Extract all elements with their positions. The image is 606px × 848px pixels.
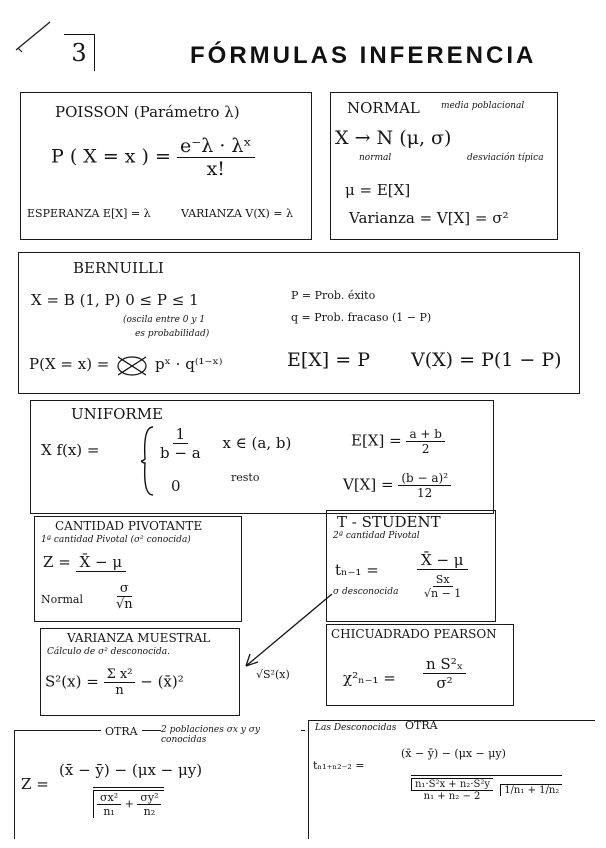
uniforme-varianza-num: (b − a)² <box>398 471 451 486</box>
tstudent-lhs: tₙ₋₁ = <box>335 561 379 579</box>
chicuadrado-num: n S²ₓ <box>423 655 466 674</box>
otra1-den: $\frac{\text{σx²}}{\text{n₁}}$ + $\frac{\text{σy²}}{\text{n₂}}$ <box>93 787 164 818</box>
pivotante-sigma-den: √n <box>116 597 133 612</box>
otra2-lhs: tₙ₁₊ₙ₂₋₂ = <box>313 759 365 772</box>
poisson-formula <box>51 135 255 180</box>
otra1-title: OTRA <box>101 725 142 738</box>
otra2-section <box>308 720 595 839</box>
chicuadrado-section <box>326 624 514 706</box>
varianza-muestral-sum-den: n <box>115 683 124 698</box>
uniforme-case2-val: 0 <box>171 477 181 495</box>
normal-note-media: media poblacional <box>441 101 525 111</box>
varianza-muestral-sum-num: Σ x² <box>104 667 136 683</box>
normal-varianza: Varianza = V[X] = σ² <box>349 209 509 227</box>
bernoulli-note-p-1: (oscila entre 0 y 1 <box>123 315 206 325</box>
varianza-muestral-rest: − (x̄)² <box>140 672 184 691</box>
uniforme-case1-den: b − a <box>160 444 201 462</box>
otra2-num: (x̄ − ȳ) − (μx − μy) <box>401 747 506 760</box>
chicuadrado-title: CHICUADRADO PEARSON <box>331 627 497 641</box>
poisson-formula-num: e⁻λ · λˣ <box>177 135 255 158</box>
otra1-note: 2 poblaciones σx y σy conocidas <box>161 725 301 745</box>
pivotante-normal-label: Normal <box>41 593 84 606</box>
tstudent-section <box>326 510 496 622</box>
otra1-den-b-den: n₂ <box>143 805 156 818</box>
bernoulli-q-def: q = Prob. fracaso (1 − P) <box>291 311 432 324</box>
brace-icon <box>141 425 155 501</box>
otra2-den-root: n₁·S²x + n₂·S²y <box>411 778 493 791</box>
tstudent-num: X̄ − μ <box>417 551 468 570</box>
uniforme-case1 <box>157 425 291 462</box>
uniforme-varianza-lhs: V[X] = <box>343 475 394 494</box>
normal-mu: μ = E[X] <box>345 181 411 199</box>
bernoulli-p-def: P = Prob. éxito <box>291 289 376 302</box>
otra2-den <box>411 775 562 802</box>
normal-note-desv: desviación típica <box>467 153 544 163</box>
pivotante-subtitle: 1ª cantidad Pivotal (σ² conocida) <box>41 535 191 545</box>
page-number <box>64 34 95 71</box>
otra2-title: OTRA <box>405 719 438 732</box>
uniforme-esperanza-num: a + b <box>406 427 445 442</box>
varianza-muestral-formula <box>45 667 184 698</box>
bernoulli-title: BERNUILLI <box>73 259 164 277</box>
bernoulli-pmf-lhs: P(X = x) = <box>29 355 110 373</box>
pivotante-sigma <box>113 581 136 612</box>
tstudent-sx-den: √n − 1 <box>424 587 462 600</box>
page-number-value: 3 <box>71 39 87 67</box>
tstudent-title: T - STUDENT <box>337 513 441 531</box>
uniforme-case1-cond: x ∈ (a, b) <box>222 433 292 452</box>
otra2-tail-a: 1/n₁ <box>504 784 525 796</box>
page-title: FÓRMULAS INFERENCIA <box>190 42 537 69</box>
pencil-mark-icon <box>14 18 54 58</box>
bernoulli-pmf-rhs: pˣ · q⁽¹⁻ˣ⁾ <box>154 355 223 373</box>
pivotante-title: CANTIDAD PIVOTANTE <box>55 519 203 533</box>
normal-section <box>330 92 558 240</box>
normal-formula: X → N (μ, σ) <box>335 127 452 149</box>
pivotante-section <box>34 516 242 622</box>
varianza-muestral-lhs: S²(x) = <box>45 672 99 691</box>
varianza-muestral-section <box>40 628 240 716</box>
otra1-den-b-num: σy² <box>137 791 161 805</box>
poisson-formula-lhs: P ( X = x ) = <box>51 145 171 168</box>
otra2-den-base: n₁ + n₂ − 2 <box>423 791 481 802</box>
pivotante-z <box>43 553 126 571</box>
varianza-muestral-title: VARIANZA MUESTRAL <box>67 631 211 645</box>
pivotante-sigma-num: σ <box>117 581 132 597</box>
bernoulli-formula: X = B (1, P) 0 ≤ P ≤ 1 <box>31 291 199 309</box>
uniforme-section <box>30 400 494 514</box>
otra1-num: (x̄ − ȳ) − (μx − μy) <box>59 761 203 779</box>
uniforme-lhs: X f(x) = <box>41 441 100 459</box>
poisson-varianza: VARIANZA V(X) = λ <box>181 207 293 220</box>
tstudent-note: σ desconocida <box>333 587 399 597</box>
uniforme-varianza <box>343 471 451 500</box>
otra1-section <box>14 725 305 839</box>
tstudent-subtitle: 2ª cantidad Pivotal <box>333 531 420 541</box>
otra2-note: Las Desconocidas <box>315 723 397 733</box>
varianza-muestral-subtitle: Cálculo de σ² desconocida. <box>47 647 170 657</box>
bernoulli-note-p-2: es probabilidad) <box>135 329 210 339</box>
uniforme-varianza-den: 12 <box>417 486 433 500</box>
pivotante-z-lhs: Z = <box>43 553 71 571</box>
uniforme-case1-num: 1 <box>173 425 189 444</box>
uniforme-esperanza <box>351 427 445 456</box>
chicuadrado-lhs: χ²ₙ₋₁ = <box>343 669 396 687</box>
varianza-muestral-arrow-note: √S²(x) <box>256 668 290 681</box>
poisson-title: POISSON (Parámetro λ) <box>55 103 240 121</box>
normal-note-normal: normal <box>359 153 392 163</box>
uniforme-title: UNIFORME <box>71 405 163 423</box>
uniforme-esperanza-lhs: E[X] = <box>351 431 402 450</box>
bernoulli-esperanza: E[X] = P <box>287 349 371 371</box>
bernoulli-section <box>18 252 580 394</box>
otra1-den-a-num: σx² <box>97 791 121 805</box>
pivotante-z-num: X̄ − μ <box>76 553 127 572</box>
otra1-den-a-den: n₁ <box>103 805 115 818</box>
tstudent-sx-num: Sx <box>433 573 453 587</box>
uniforme-esperanza-den: 2 <box>421 442 430 456</box>
poisson-formula-den: x! <box>206 158 225 180</box>
bernoulli-pmf <box>29 355 222 375</box>
otra1-lhs: Z = <box>21 775 49 793</box>
chicuadrado-frac <box>423 655 466 692</box>
tstudent-sx <box>421 573 464 600</box>
normal-title: NORMAL <box>347 99 420 117</box>
crossed-out-mark-icon <box>114 355 150 375</box>
chicuadrado-den: σ² <box>436 674 453 692</box>
uniforme-case2-cond: resto <box>231 471 260 484</box>
poisson-esperanza: ESPERANZA E[X] = λ <box>27 207 151 220</box>
bernoulli-varianza: V(X) = P(1 − P) <box>411 349 562 371</box>
poisson-section <box>20 92 312 240</box>
otra2-tail-b: + 1/n₂ <box>527 784 560 796</box>
